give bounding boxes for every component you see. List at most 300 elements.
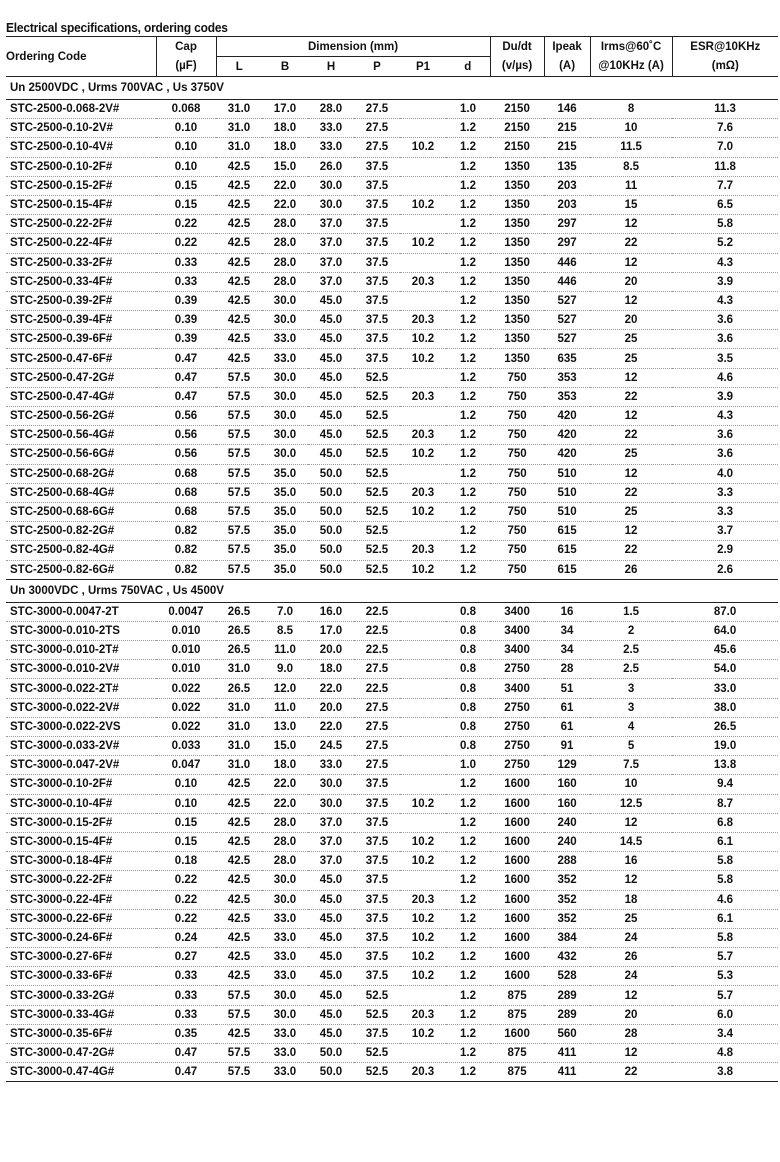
cell-esr: 3.6 <box>672 330 778 349</box>
cell-irms: 18 <box>590 890 672 909</box>
cell-cap: 0.47 <box>156 387 216 406</box>
cell-L: 42.5 <box>216 234 262 253</box>
cell-dudt: 750 <box>490 560 544 579</box>
cell-code: STC-2500-0.10-2F# <box>6 157 156 176</box>
cell-L: 42.5 <box>216 775 262 794</box>
cell-esr: 7.0 <box>672 138 778 157</box>
cell-H: 37.0 <box>308 813 354 832</box>
cell-esr: 6.1 <box>672 832 778 851</box>
cell-d: 1.2 <box>446 157 490 176</box>
cell-dudt: 1350 <box>490 215 544 234</box>
cell-cap: 0.15 <box>156 832 216 851</box>
cell-L: 26.5 <box>216 679 262 698</box>
cell-cap: 0.82 <box>156 541 216 560</box>
header-dudt: Du/dt <box>490 37 544 57</box>
cell-d: 1.2 <box>446 852 490 871</box>
table-row <box>6 794 778 813</box>
cell-H: 30.0 <box>308 195 354 214</box>
cell-H: 20.0 <box>308 698 354 717</box>
cell-irms: 22 <box>590 426 672 445</box>
cell-irms: 16 <box>590 852 672 871</box>
cell-esr: 33.0 <box>672 679 778 698</box>
table-row <box>6 522 778 541</box>
cell-L: 42.5 <box>216 157 262 176</box>
cell-H: 45.0 <box>308 986 354 1005</box>
cell-P: 52.5 <box>354 1005 400 1024</box>
header-cap-unit: (µF) <box>156 57 216 77</box>
cell-d: 1.2 <box>446 349 490 368</box>
cell-irms: 24 <box>590 928 672 947</box>
header-ipeak-unit: (A) <box>544 57 590 77</box>
cell-code: STC-3000-0.47-2G# <box>6 1044 156 1063</box>
cell-cap: 0.18 <box>156 852 216 871</box>
cell-irms: 14.5 <box>590 832 672 851</box>
cell-code: STC-3000-0.022-2T# <box>6 679 156 698</box>
cell-P: 52.5 <box>354 560 400 579</box>
cell-d: 1.2 <box>446 311 490 330</box>
cell-code: STC-3000-0.022-2V# <box>6 698 156 717</box>
table-row <box>6 541 778 560</box>
cell-dudt: 1600 <box>490 967 544 986</box>
cell-dudt: 1350 <box>490 349 544 368</box>
cell-L: 57.5 <box>216 986 262 1005</box>
cell-cap: 0.56 <box>156 445 216 464</box>
cell-code: STC-2500-0.39-6F# <box>6 330 156 349</box>
cell-P1 <box>400 698 446 717</box>
cell-dudt: 875 <box>490 986 544 1005</box>
cell-irms: 11.5 <box>590 138 672 157</box>
cell-irms: 25 <box>590 330 672 349</box>
cell-irms: 1.5 <box>590 602 672 621</box>
table-header <box>6 37 778 77</box>
cell-ipeak: 240 <box>544 832 590 851</box>
cell-irms: 3 <box>590 679 672 698</box>
cell-irms: 12 <box>590 368 672 387</box>
cell-B: 35.0 <box>262 483 308 502</box>
cell-cap: 0.56 <box>156 407 216 426</box>
cell-H: 50.0 <box>308 541 354 560</box>
cell-B: 22.0 <box>262 775 308 794</box>
cell-code: STC-3000-0.27-6F# <box>6 948 156 967</box>
cell-cap: 0.39 <box>156 311 216 330</box>
cell-esr: 3.3 <box>672 502 778 521</box>
cell-cap: 0.47 <box>156 1044 216 1063</box>
cell-H: 45.0 <box>308 890 354 909</box>
cell-esr: 5.8 <box>672 871 778 890</box>
cell-B: 35.0 <box>262 522 308 541</box>
cell-dudt: 1350 <box>490 195 544 214</box>
table-row <box>6 407 778 426</box>
cell-code: STC-3000-0.24-6F# <box>6 928 156 947</box>
cell-code: STC-2500-0.15-4F# <box>6 195 156 214</box>
header-esr-unit: (mΩ) <box>672 57 778 77</box>
cell-P1: 10.2 <box>400 502 446 521</box>
header-row-1 <box>6 37 778 57</box>
cell-L: 31.0 <box>216 698 262 717</box>
cell-irms: 12 <box>590 871 672 890</box>
cell-dudt: 3400 <box>490 641 544 660</box>
cell-d: 1.2 <box>446 1005 490 1024</box>
cell-dudt: 750 <box>490 483 544 502</box>
cell-P: 27.5 <box>354 737 400 756</box>
cell-cap: 0.35 <box>156 1024 216 1043</box>
cell-esr: 4.6 <box>672 890 778 909</box>
cell-irms: 12 <box>590 522 672 541</box>
cell-cap: 0.022 <box>156 679 216 698</box>
cell-d: 1.2 <box>446 464 490 483</box>
cell-d: 1.2 <box>446 176 490 195</box>
cell-ipeak: 297 <box>544 234 590 253</box>
cell-esr: 6.5 <box>672 195 778 214</box>
cell-H: 18.0 <box>308 660 354 679</box>
cell-H: 50.0 <box>308 1044 354 1063</box>
header-irms-unit: @10KHz (A) <box>590 57 672 77</box>
cell-dudt: 3400 <box>490 602 544 621</box>
cell-d: 1.2 <box>446 445 490 464</box>
cell-irms: 15 <box>590 195 672 214</box>
table-row <box>6 679 778 698</box>
cell-L: 31.0 <box>216 717 262 736</box>
table-row <box>6 502 778 521</box>
header-irms: Irms@60˚C <box>590 37 672 57</box>
cell-P: 37.5 <box>354 291 400 310</box>
cell-L: 42.5 <box>216 291 262 310</box>
cell-P: 22.5 <box>354 641 400 660</box>
cell-code: STC-2500-0.56-6G# <box>6 445 156 464</box>
cell-esr: 4.0 <box>672 464 778 483</box>
cell-B: 33.0 <box>262 909 308 928</box>
cell-B: 28.0 <box>262 832 308 851</box>
cell-ipeak: 446 <box>544 272 590 291</box>
cell-esr: 3.6 <box>672 445 778 464</box>
cell-B: 11.0 <box>262 698 308 717</box>
cell-code: STC-2500-0.33-4F# <box>6 272 156 291</box>
cell-irms: 25 <box>590 502 672 521</box>
cell-dudt: 1350 <box>490 291 544 310</box>
cell-B: 30.0 <box>262 291 308 310</box>
cell-P: 37.5 <box>354 253 400 272</box>
cell-dudt: 1600 <box>490 871 544 890</box>
cell-cap: 0.39 <box>156 330 216 349</box>
cell-irms: 2.5 <box>590 660 672 679</box>
cell-d: 1.2 <box>446 272 490 291</box>
cell-code: STC-3000-0.15-2F# <box>6 813 156 832</box>
cell-d: 1.2 <box>446 1044 490 1063</box>
cell-L: 42.5 <box>216 890 262 909</box>
cell-irms: 2 <box>590 621 672 640</box>
cell-P: 37.5 <box>354 890 400 909</box>
cell-esr: 3.4 <box>672 1024 778 1043</box>
cell-P1 <box>400 1044 446 1063</box>
cell-B: 30.0 <box>262 387 308 406</box>
cell-irms: 20 <box>590 272 672 291</box>
cell-H: 28.0 <box>308 100 354 119</box>
cell-L: 31.0 <box>216 737 262 756</box>
cell-esr: 45.6 <box>672 641 778 660</box>
cell-irms: 8 <box>590 100 672 119</box>
cell-ipeak: 289 <box>544 1005 590 1024</box>
cell-ipeak: 203 <box>544 176 590 195</box>
cell-code: STC-2500-0.68-4G# <box>6 483 156 502</box>
cell-d: 1.2 <box>446 1063 490 1082</box>
cell-ipeak: 528 <box>544 967 590 986</box>
cell-H: 50.0 <box>308 522 354 541</box>
cell-P1: 20.3 <box>400 890 446 909</box>
header-dudt-unit: (v/µs) <box>490 57 544 77</box>
cell-d: 1.2 <box>446 522 490 541</box>
cell-P1 <box>400 756 446 775</box>
cell-d: 1.2 <box>446 986 490 1005</box>
cell-irms: 4 <box>590 717 672 736</box>
group-header-row <box>6 77 778 100</box>
cell-L: 57.5 <box>216 368 262 387</box>
cell-d: 1.2 <box>446 291 490 310</box>
cell-cap: 0.047 <box>156 756 216 775</box>
header-ipeak: Ipeak <box>544 37 590 57</box>
cell-ipeak: 615 <box>544 560 590 579</box>
cell-cap: 0.15 <box>156 813 216 832</box>
cell-d: 1.2 <box>446 832 490 851</box>
header-cap: Cap <box>156 37 216 57</box>
cell-dudt: 750 <box>490 407 544 426</box>
cell-P1: 10.2 <box>400 349 446 368</box>
cell-P1 <box>400 407 446 426</box>
cell-P: 27.5 <box>354 138 400 157</box>
cell-B: 18.0 <box>262 756 308 775</box>
cell-irms: 26 <box>590 948 672 967</box>
cell-B: 28.0 <box>262 215 308 234</box>
cell-P1: 10.2 <box>400 138 446 157</box>
cell-P: 27.5 <box>354 717 400 736</box>
cell-L: 42.5 <box>216 330 262 349</box>
cell-esr: 4.3 <box>672 407 778 426</box>
cell-code: STC-2500-0.22-2F# <box>6 215 156 234</box>
cell-H: 50.0 <box>308 464 354 483</box>
cell-dudt: 750 <box>490 426 544 445</box>
cell-L: 57.5 <box>216 1044 262 1063</box>
cell-dudt: 2150 <box>490 100 544 119</box>
cell-dudt: 1600 <box>490 775 544 794</box>
cell-P1 <box>400 253 446 272</box>
cell-esr: 5.2 <box>672 234 778 253</box>
cell-ipeak: 289 <box>544 986 590 1005</box>
group-label: Un 3000VDC , Urms 750VAC , Us 4500V <box>6 579 778 602</box>
cell-d: 1.2 <box>446 483 490 502</box>
table-row <box>6 986 778 1005</box>
cell-d: 1.0 <box>446 100 490 119</box>
spec-table <box>6 37 778 1082</box>
cell-code: STC-3000-0.35-6F# <box>6 1024 156 1043</box>
cell-esr: 2.6 <box>672 560 778 579</box>
cell-esr: 3.9 <box>672 272 778 291</box>
cell-P1 <box>400 119 446 138</box>
cell-B: 11.0 <box>262 641 308 660</box>
cell-L: 31.0 <box>216 100 262 119</box>
cell-P: 37.5 <box>354 775 400 794</box>
table-row <box>6 660 778 679</box>
cell-P1: 20.3 <box>400 483 446 502</box>
cell-B: 22.0 <box>262 794 308 813</box>
cell-esr: 3.9 <box>672 387 778 406</box>
cell-ipeak: 446 <box>544 253 590 272</box>
cell-cap: 0.22 <box>156 215 216 234</box>
cell-P: 37.5 <box>354 176 400 195</box>
cell-code: STC-2500-0.56-4G# <box>6 426 156 445</box>
cell-dudt: 1350 <box>490 157 544 176</box>
cell-L: 57.5 <box>216 502 262 521</box>
table-row <box>6 176 778 195</box>
cell-P1: 20.3 <box>400 311 446 330</box>
cell-cap: 0.33 <box>156 967 216 986</box>
cell-ipeak: 353 <box>544 387 590 406</box>
cell-P1: 10.2 <box>400 330 446 349</box>
cell-P1: 20.3 <box>400 1005 446 1024</box>
cell-cap: 0.10 <box>156 775 216 794</box>
cell-P1: 10.2 <box>400 909 446 928</box>
cell-cap: 0.56 <box>156 426 216 445</box>
cell-cap: 0.47 <box>156 349 216 368</box>
cell-B: 33.0 <box>262 948 308 967</box>
cell-d: 1.2 <box>446 909 490 928</box>
cell-irms: 28 <box>590 1024 672 1043</box>
cell-dudt: 750 <box>490 522 544 541</box>
cell-P1 <box>400 775 446 794</box>
cell-irms: 22 <box>590 387 672 406</box>
cell-L: 57.5 <box>216 445 262 464</box>
cell-irms: 10 <box>590 119 672 138</box>
cell-cap: 0.10 <box>156 138 216 157</box>
cell-L: 57.5 <box>216 541 262 560</box>
table-row <box>6 426 778 445</box>
cell-cap: 0.022 <box>156 717 216 736</box>
cell-irms: 7.5 <box>590 756 672 775</box>
cell-ipeak: 203 <box>544 195 590 214</box>
cell-dudt: 1350 <box>490 176 544 195</box>
cell-cap: 0.39 <box>156 291 216 310</box>
table-row <box>6 852 778 871</box>
cell-P1 <box>400 871 446 890</box>
cell-L: 42.5 <box>216 794 262 813</box>
cell-esr: 4.3 <box>672 253 778 272</box>
cell-P: 37.5 <box>354 215 400 234</box>
cell-dudt: 2750 <box>490 717 544 736</box>
cell-dudt: 1350 <box>490 234 544 253</box>
cell-P1 <box>400 986 446 1005</box>
cell-P1 <box>400 522 446 541</box>
table-row <box>6 349 778 368</box>
cell-d: 1.2 <box>446 948 490 967</box>
table-row <box>6 928 778 947</box>
cell-dudt: 750 <box>490 464 544 483</box>
cell-ipeak: 352 <box>544 909 590 928</box>
cell-dudt: 2750 <box>490 756 544 775</box>
cell-B: 13.0 <box>262 717 308 736</box>
cell-ipeak: 420 <box>544 445 590 464</box>
cell-ipeak: 352 <box>544 890 590 909</box>
cell-d: 0.8 <box>446 641 490 660</box>
cell-P: 37.5 <box>354 852 400 871</box>
table-row <box>6 813 778 832</box>
cell-P1 <box>400 717 446 736</box>
cell-esr: 13.8 <box>672 756 778 775</box>
cell-P: 27.5 <box>354 660 400 679</box>
cell-L: 42.5 <box>216 909 262 928</box>
cell-ipeak: 146 <box>544 100 590 119</box>
cell-P: 37.5 <box>354 330 400 349</box>
cell-H: 30.0 <box>308 176 354 195</box>
cell-B: 30.0 <box>262 311 308 330</box>
cell-dudt: 875 <box>490 1005 544 1024</box>
cell-code: STC-2500-0.56-2G# <box>6 407 156 426</box>
cell-dudt: 750 <box>490 387 544 406</box>
cell-code: STC-3000-0.33-2G# <box>6 986 156 1005</box>
table-row <box>6 698 778 717</box>
cell-cap: 0.15 <box>156 176 216 195</box>
cell-dudt: 1350 <box>490 330 544 349</box>
cell-cap: 0.010 <box>156 621 216 640</box>
table-row <box>6 909 778 928</box>
cell-d: 1.2 <box>446 215 490 234</box>
cell-ipeak: 420 <box>544 407 590 426</box>
cell-ipeak: 215 <box>544 138 590 157</box>
cell-P: 37.5 <box>354 794 400 813</box>
cell-B: 30.0 <box>262 871 308 890</box>
cell-dudt: 2150 <box>490 138 544 157</box>
cell-L: 42.5 <box>216 967 262 986</box>
cell-P1 <box>400 679 446 698</box>
cell-H: 37.0 <box>308 852 354 871</box>
table-row <box>6 234 778 253</box>
cell-L: 42.5 <box>216 813 262 832</box>
cell-ipeak: 432 <box>544 948 590 967</box>
cell-L: 57.5 <box>216 1005 262 1024</box>
cell-B: 12.0 <box>262 679 308 698</box>
cell-code: STC-3000-0.047-2V# <box>6 756 156 775</box>
cell-P1 <box>400 813 446 832</box>
table-row <box>6 445 778 464</box>
cell-H: 45.0 <box>308 407 354 426</box>
cell-esr: 38.0 <box>672 698 778 717</box>
cell-dudt: 2150 <box>490 119 544 138</box>
cell-P1: 20.3 <box>400 272 446 291</box>
cell-B: 30.0 <box>262 426 308 445</box>
cell-L: 42.5 <box>216 195 262 214</box>
cell-ipeak: 527 <box>544 311 590 330</box>
cell-cap: 0.0047 <box>156 602 216 621</box>
cell-code: STC-3000-0.10-2F# <box>6 775 156 794</box>
cell-H: 45.0 <box>308 311 354 330</box>
cell-P: 37.5 <box>354 195 400 214</box>
cell-dudt: 1600 <box>490 948 544 967</box>
table-row <box>6 119 778 138</box>
cell-cap: 0.10 <box>156 794 216 813</box>
header-B: B <box>262 57 308 77</box>
cell-H: 45.0 <box>308 291 354 310</box>
cell-esr: 6.1 <box>672 909 778 928</box>
table-body <box>6 77 778 1082</box>
cell-L: 42.5 <box>216 948 262 967</box>
cell-B: 17.0 <box>262 100 308 119</box>
cell-code: STC-2500-0.068-2V# <box>6 100 156 119</box>
cell-code: STC-3000-0.22-4F# <box>6 890 156 909</box>
cell-dudt: 2750 <box>490 698 544 717</box>
cell-dudt: 3400 <box>490 679 544 698</box>
cell-P: 37.5 <box>354 948 400 967</box>
cell-ipeak: 615 <box>544 522 590 541</box>
cell-ipeak: 61 <box>544 717 590 736</box>
cell-dudt: 1600 <box>490 813 544 832</box>
cell-code: STC-2500-0.22-4F# <box>6 234 156 253</box>
